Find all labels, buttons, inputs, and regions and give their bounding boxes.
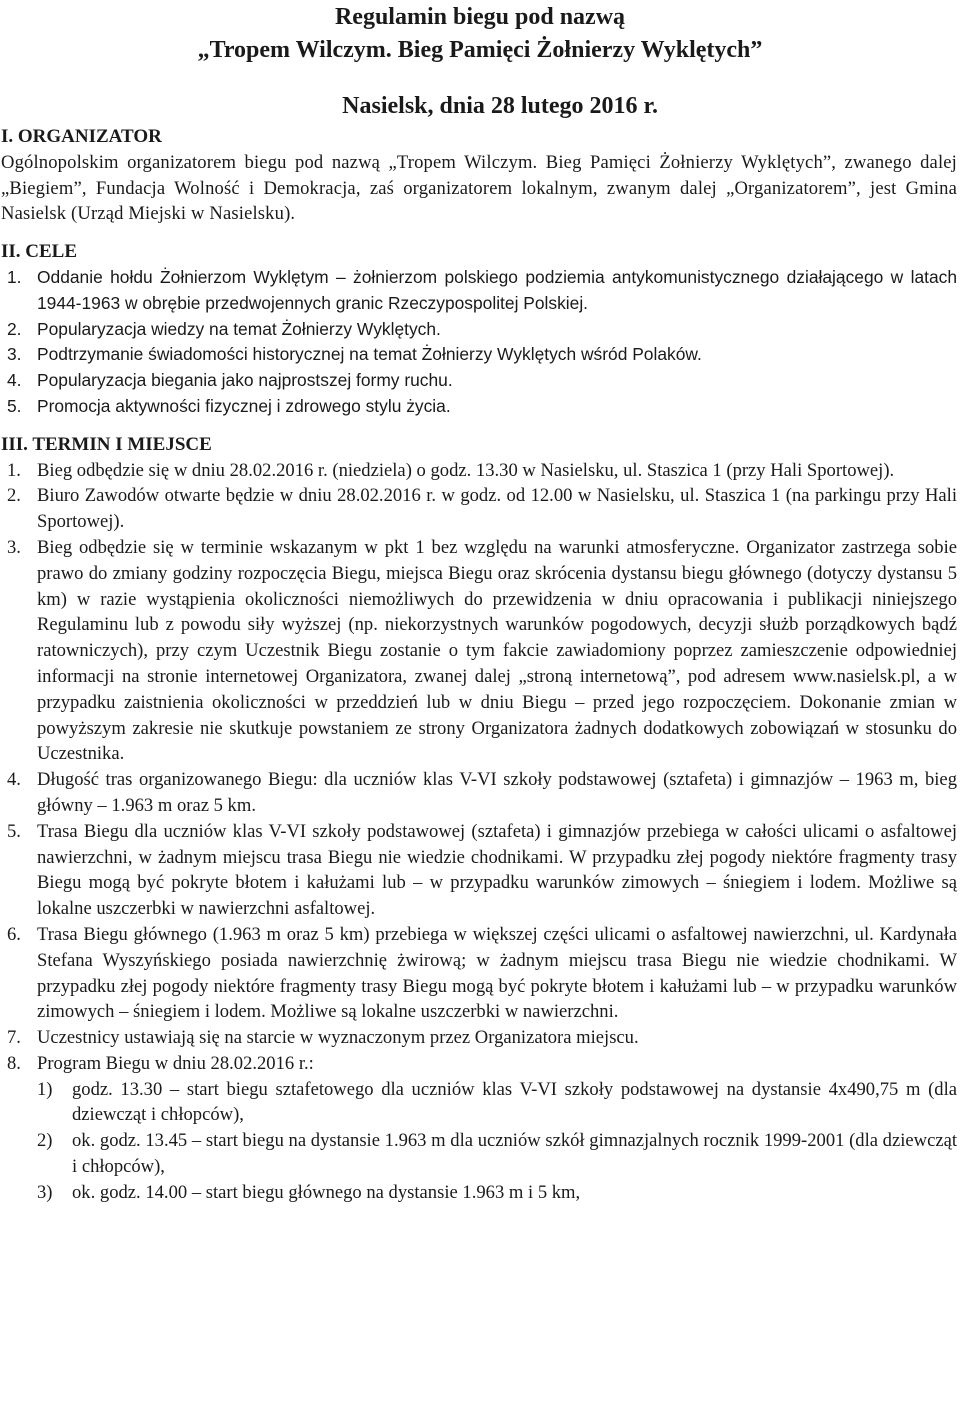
list-item (0, 483, 960, 535)
list-item (0, 368, 960, 394)
list-number: 2. (7, 485, 21, 507)
list-number: 2) (37, 1130, 53, 1152)
list-item (0, 317, 960, 343)
list-text: ok. godz. 14.00 – start biegu głównego na dystansie 1.963 m i 5 km, (72, 1181, 581, 1203)
document-title (0, 0, 960, 67)
list-item (0, 1051, 960, 1077)
list-text: Popularyzacja biegania jako najprostszej formy ruchu. (37, 370, 453, 391)
list-number: 5. (7, 395, 22, 416)
list-item (0, 394, 960, 420)
list-text: Promocja aktywności fizycznej i zdrowego stylu życia. (37, 395, 451, 416)
section-heading: I. ORGANIZATOR (1, 126, 162, 147)
title-line-2: „Tropem Wilczym. Bieg Pamięci Żołnierzy Wyklętych” (197, 37, 763, 63)
list-item (0, 342, 960, 368)
list-text: Trasa Biegu dla uczniów klas V-VI szkoły podstawowej (sztafeta) i gimnazjów przebiega w całości ulicami o asfaltowej nawierzchni, w żadnym miejscu trasa Biegu nie wiedzie chodnikami. W przypadku złej pogody niektóre fragmenty trasy Biegu mogą być pokryte błotem i kałużami lub – w przypadku warunków zimowych – śniegiem i lodem. Możliwe są lokalne uszczerbki w nawierzchni asfaltowej. (37, 820, 957, 920)
list-text: Uczestnicy ustawiają się na starcie w wyznaczonym przez Organizatora miejscu. (37, 1027, 639, 1049)
program-list (0, 1077, 960, 1206)
list-number: 6. (7, 923, 21, 945)
list-item (0, 535, 960, 767)
list-text: Trasa Biegu głównego (1.963 m oraz 5 km) przebiega w większej części ulicami o asfaltowej nawierzchni, ul. Kardynała Stefana Wyszyńskiego posiada nawierzchnię żwirową; w żadnym miejscu trasa Biegu nie wiedzie chodnikami. W przypadku złej pogody niektóre fragmenty trasy Biegu mogą być pokryte błotem i kałużami lub – w przypadku warunków zimowych – śniegiem i lodem. Możliwe są lokalne uszczerbki w nawierzchni. (37, 923, 957, 1023)
list-number: 2. (7, 318, 22, 339)
list-item (0, 1025, 960, 1051)
list-number: 3. (7, 536, 21, 558)
list-number: 4. (7, 370, 22, 391)
dateline: Nasielsk, dnia 28 lutego 2016 r. (342, 93, 658, 119)
list-text: Oddanie hołdu Żołnierzom Wyklętym – żołnierzom polskiego podziemia antykomunistycznego działającego w latach 1944-1963 w obrębie przedwojennych granic Rzeczypospolitej Polskiej. (37, 266, 957, 313)
list-number: 7. (7, 1027, 21, 1049)
list-text: Bieg odbędzie się w terminie wskazanym w pkt 1 bez względu na warunki atmosferyczne. Organizator zastrzega sobie prawo do zmiany godziny rozpoczęcia Biegu, miejsca Biegu oraz skrócenia dystansu biegu głównego (dotyczy dystansu 5 km) w razie wystąpienia okoliczności niemożliwych do przewidzenia w dniu opracowania i publikacji niniejszego Regulaminu lub z powodu siły wyższej (np. niekorzystnych warunków pogodowych, decyzji służb porządkowych bądź ratowniczych), przy czym Uczestnik Biegu zostanie o tym fakcie zawiadomiony poprzez zamieszczenie odpowiedniej informacji na stronie internetowej Organizatora, zwanej dalej „stroną internetową”, pod adresem www.nasielsk.pl, a w przypadku zaistnienia okoliczności w przeddzień lub w dniu Biegu – przed jego rozpoczęciem. Dokonanie zmian w powyższym zakresie nie skutkuje powstaniem ze strony Organizatora żadnych dodatkowych zobowiązań w stosunku do Uczestnika. (37, 536, 957, 765)
program-item (0, 1128, 960, 1180)
termin-list (0, 458, 960, 1077)
list-text: Biuro Zawodów otwarte będzie w dniu 28.02.2016 r. w godz. od 12.00 w Nasielsku, ul. Staszica 1 (na parkingu przy Hali Sportowej). (37, 485, 957, 533)
list-number: 3) (37, 1181, 53, 1203)
list-item (0, 265, 960, 317)
list-number: 5. (7, 820, 21, 842)
list-item (0, 922, 960, 1025)
title-line-1: Regulamin biegu pod nazwą (334, 4, 626, 30)
list-text: Program Biegu w dniu 28.02.2016 r.: (37, 1052, 314, 1074)
list-text: godz. 13.30 – start biegu sztafetowego dla uczniów klas V-VI szkoły podstawowej na dystansie 4x490,75 m (dla dziewcząt i chłopców), (72, 1078, 957, 1126)
list-number: 1. (7, 459, 21, 481)
section-organizator (0, 124, 960, 227)
program-item (0, 1180, 960, 1206)
list-number: 8. (7, 1052, 21, 1074)
list-text: Bieg odbędzie się w dniu 28.02.2016 r. (niedziela) o godz. 13.30 w Nasielsku, ul. Staszica 1 (przy Hali Sportowej). (37, 459, 895, 481)
list-number: 1) (37, 1078, 53, 1100)
program-item (0, 1077, 960, 1129)
list-text: ok. godz. 13.45 – start biegu na dystansie 1.963 m dla uczniów szkół gimnazjalnych rocznik 1999-2001 (dla dziewcząt i chłopców), (72, 1130, 957, 1178)
section-termin (0, 432, 960, 1206)
cele-list (0, 265, 960, 420)
section-cele (0, 239, 960, 420)
section-paragraph: Ogólnopolskim organizatorem biegu pod nazwą „Tropem Wilczym. Bieg Pamięci Żołnierzy Wyklętych”, zwanego dalej „Biegiem”, Fundacja Wolność i Demokracja, zaś organizatorem lokalnym, zwanym dalej „Organizatorem”, jest Gmina Nasielsk (Urząd Miejski w Nasielsku). (1, 151, 957, 225)
list-text: Długość tras organizowanego Biegu: dla uczniów klas V-VI szkoły podstawowej (sztafeta) i gimnazjów – 1963 m, bieg główny – 1.963 m oraz 5 km. (37, 769, 957, 816)
list-text: Popularyzacja wiedzy na temat Żołnierzy Wyklętych. (37, 318, 441, 339)
list-number: 4. (7, 769, 21, 791)
list-item (0, 458, 960, 484)
section-heading: III. TERMIN I MIEJSCE (1, 433, 212, 455)
list-text: Podtrzymanie świadomości historycznej na temat Żołnierzy Wyklętych wśród Polaków. (37, 344, 702, 365)
list-number: 3. (7, 344, 22, 365)
list-item (0, 767, 960, 819)
section-heading: II. CELE (1, 241, 78, 263)
list-item (0, 819, 960, 922)
list-number: 1. (7, 266, 22, 287)
